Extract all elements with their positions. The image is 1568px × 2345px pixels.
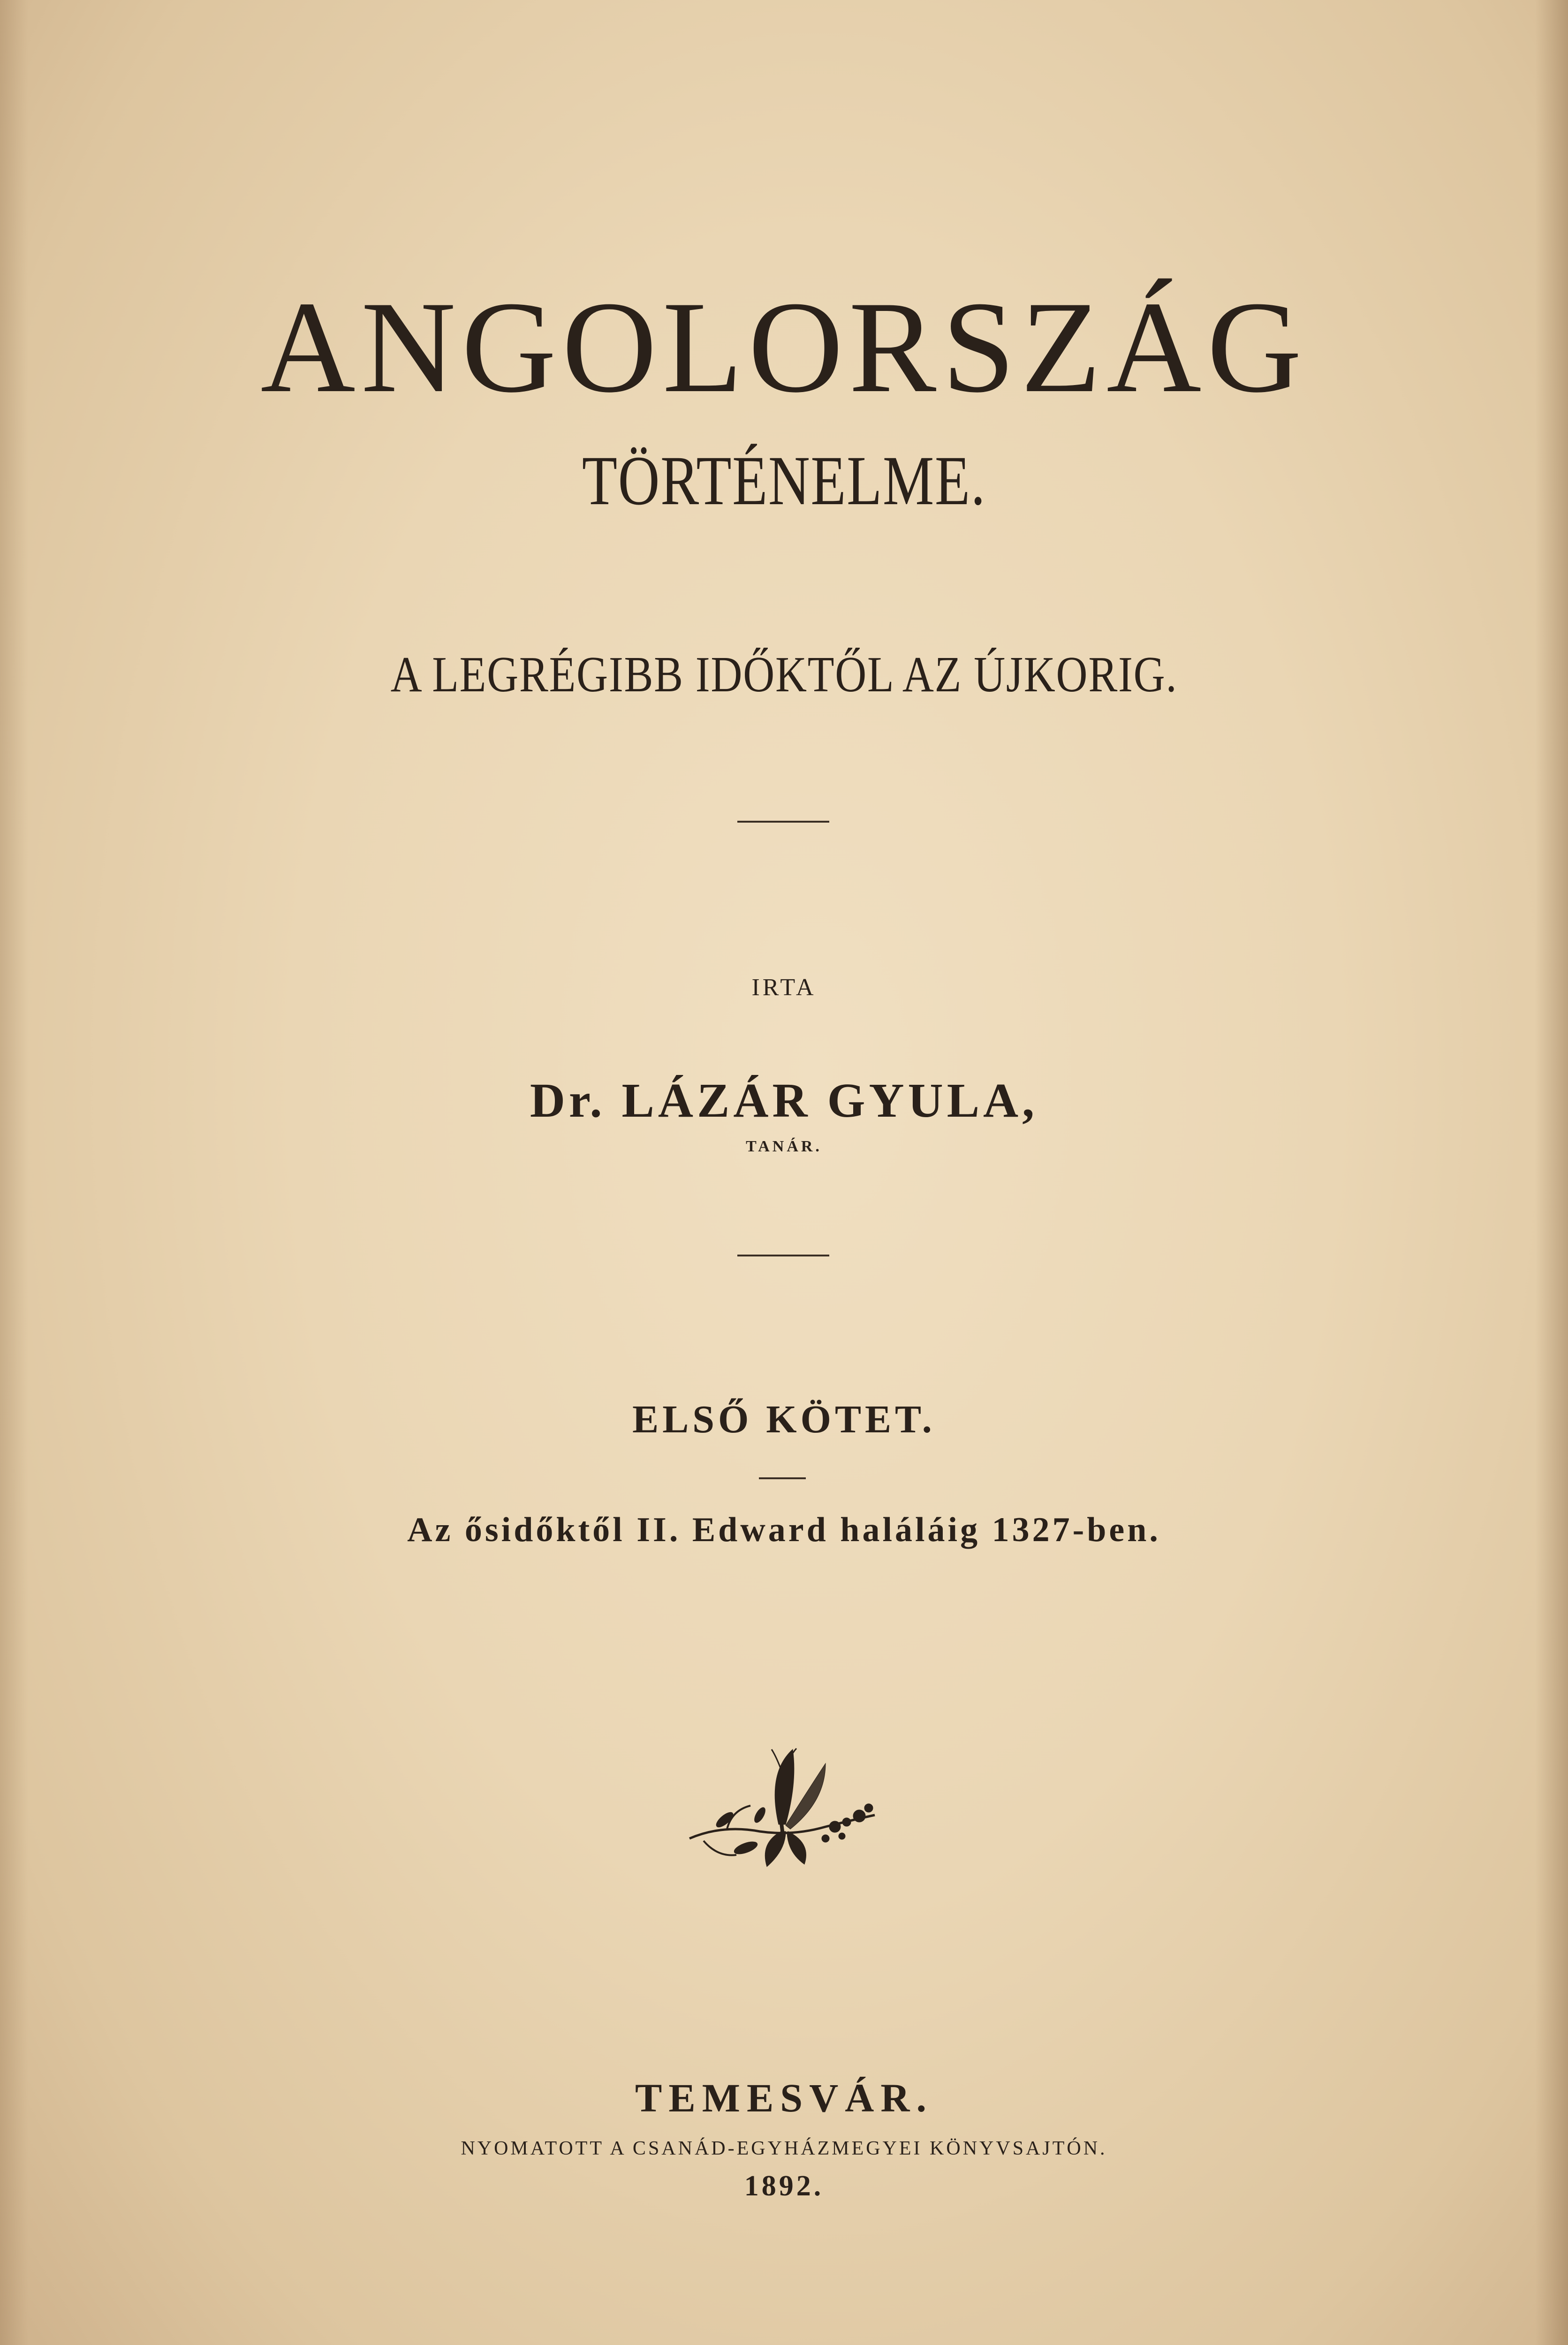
book-period: A LEGRÉGIBB IDŐKTŐL AZ ÚJKORIG. bbox=[390, 647, 1178, 703]
book-subtitle: TÖRTÉNELME. bbox=[582, 442, 986, 520]
author-role: TANÁR. bbox=[746, 1138, 822, 1155]
imprint-year: 1892. bbox=[744, 2170, 824, 2202]
volume-label: ELSŐ KÖTET. bbox=[632, 1398, 936, 1441]
divider-rule bbox=[737, 1255, 829, 1256]
butterfly-ornament-icon bbox=[685, 1745, 882, 1871]
by-label: IRTA bbox=[751, 974, 817, 1001]
short-divider-rule bbox=[759, 1477, 806, 1479]
volume-description: Az ősidőktől II. Edward haláláig 1327-ben. bbox=[407, 1511, 1161, 1549]
author-name: Dr. LÁZÁR GYULA, bbox=[530, 1074, 1038, 1127]
imprint-printer: NYOMATOTT A CSANÁD-EGYHÁZMEGYEI KÖNYVSAJTÓN. bbox=[461, 2138, 1107, 2159]
divider-rule bbox=[737, 821, 829, 823]
imprint-place: TEMESVÁR. bbox=[635, 2075, 933, 2120]
book-title: ANGOLORSZÁG bbox=[260, 274, 1308, 420]
